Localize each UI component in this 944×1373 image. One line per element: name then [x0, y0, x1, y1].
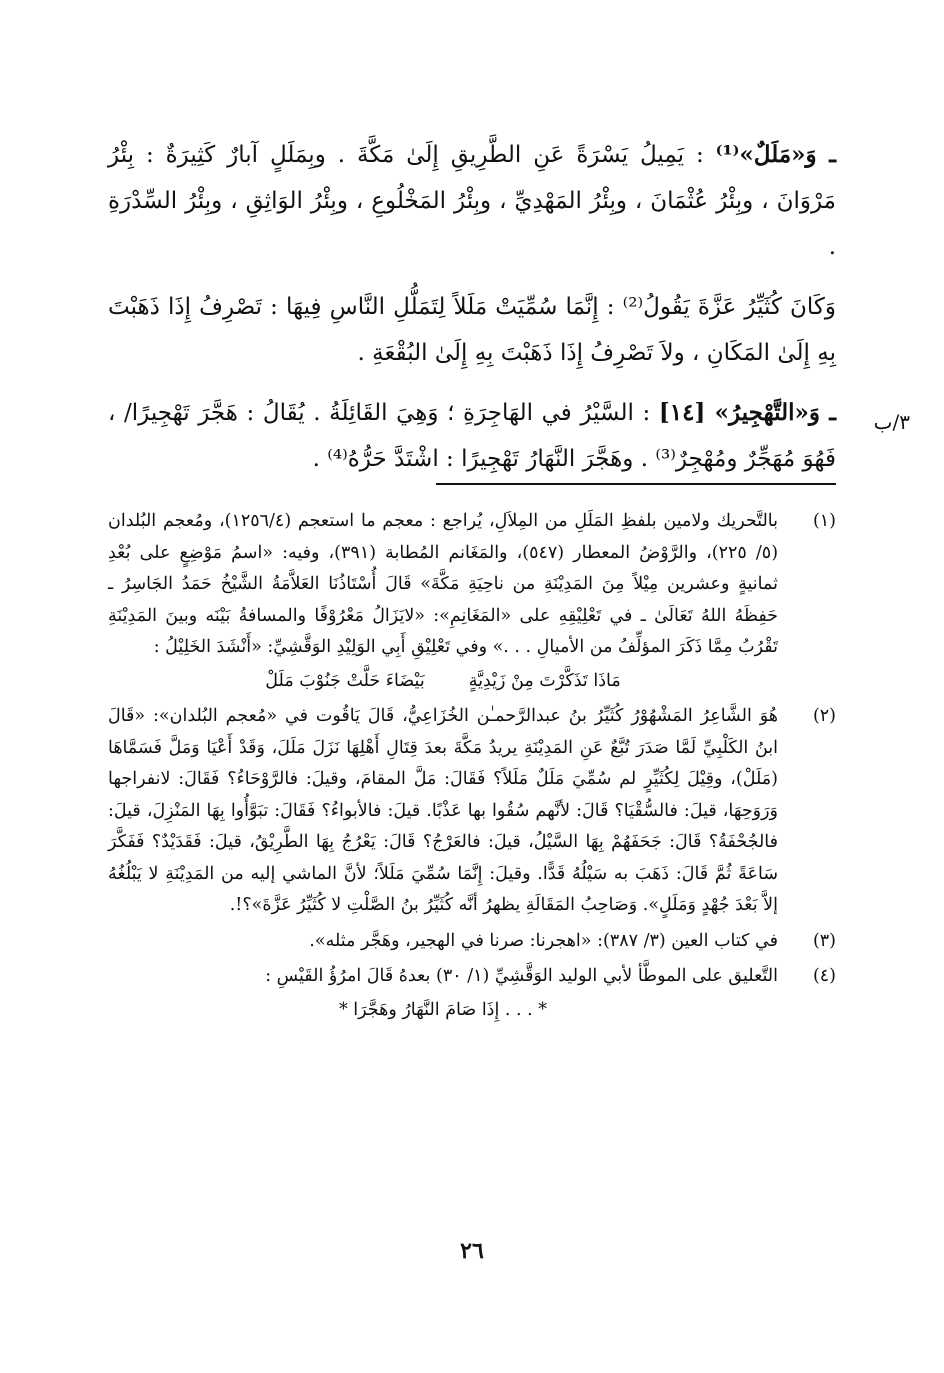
footnote-text: هُوَ الشَّاعِرُ المَشْهُوْرُ كُثَيِّرُ بنُ عبدالرَّحمـٰن الخُزَاعِيُّ، قَالَ يَاقُوت في «مُعجم البُلدان»: «قَالَ ابنُ الكَلْبِيِّ لَمَّا صَدَرَ تُبَّعٌ عَنِ المَدِيْنَةِ يريدُ مَكَّةَ بعدَ قِتَالِ أَهْلِهَا نَزَلَ مَلَلَ، وَقَدْ أَعْيَا وَمَلَّ فَسَمَّاهَا (مَلَلْ)، وقِيْلَ لِكُثَيِّرٍ لم سُمِّيَ مَلَلٌ مَلَلاً؟ فَقَالَ: مَلَّ المقامَ، وقيلَ: فالرَّوْحَاءُ؟ فَقَالَ: لانفراجها وَرَوَحِهَا، قيلَ: فالسُّقْيَا؟ قَالَ: لأنَّهم سُقُوا بها عَذْبًا. قيلَ: فالأبواءُ؟ فَقَالَ: تبَوَّأُوا بِهَا المَنْزِلَ، قيلَ: فالجُحْفَةُ؟ قَالَ: جَحَفَهُمْ بِهَا السَّيْلُ، قيلَ: فالعَرْجُ؟ قَالَ: يَعْرُجُ بِهَا الطَّرِيْقُ، قيلَ: فَقَدَيْدٌ؟ فَفَكَّرَ سَاعَةً ثُمَّ قَالَ: ذَهَبَ به سَيْلُهُ قَدًّا. وقيلَ: إِنَّمَا سُمِّيَ مَلَلاً؛ لأنَّ الماشي إليه من المَدِيْنَةِ لا يَبْلُغُهُ إلاَّ بَعْدَ جُهْدٍ وَمَلَلٍ». وَصَاحِبُ المَقَالَةِ يظهرُ أنَّه كُثَيِّرُ بنُ الصَّلْتِ لا كُثَيِّرُ عَزَّةَ»؟!.: [108, 706, 778, 915]
headword-tahjir: ـ وَ«التَّهْجِيرُ» [١٤]: [658, 399, 836, 426]
footnote-text: التَّعليق على الموطَّأ لأبي الوليد الوَقَّشِيِّ (١/ ٣٠) بعدهُ قَالَ امرُؤُ القَيْسِ :: [265, 966, 778, 986]
footnote-number: (٤): [812, 966, 836, 986]
footnote-body: [108, 701, 778, 922]
footnote-4: [108, 961, 836, 1026]
footnote-text: بالتَّحريك ولامين بلفظِ المَلَلِ من المِلاَلِ، يُراجع : معجم ما استعجم (١٢٥٦/٤)، ومُعجم البُلدان (٥/ ٢٢٥)، والرَّوْضُ المعطار (٥٤٧)، والمَغَانم المُطابة (٣٩١)، وفيه: «اسمُ مَوْضِعٍ على بُعْدِ ثمانيةٍ وعشرين مِيْلاً مِنَ المَدِيْنَةِ من ناحِيَةِ مَكَّةَ» قَالَ أُسْتَاذُنَا العَلاَّمَةُ الشَّيْخُ حَمَدُ الجَاسِرُ ـ حَفِظَهُ اللهُ تَعَالَىٰ ـ في تَعْلِيْقِهِ على «المَغَانِمِ»: «لايَزَالُ مَعْرُوْفًا والمسافةُ بَيْنَه وبينَ المَدِيْنَةِ تَقْرُبُ مِمَّا ذَكَرَ المؤلِّفُ من الأميالِ . . .» وفي تَعْلِيْقِ أَبِي الوَلِيْدِ الوَقَّشِيِّ: «أَنْشَدَ الخَلِيْلُ :: [108, 511, 779, 657]
footnote-body: [108, 506, 778, 697]
footnote-1: [108, 506, 836, 697]
footnote-number: (٣): [812, 930, 836, 951]
entry-malal: [108, 132, 836, 270]
footnote-number: (٢): [812, 706, 836, 726]
main-text: [108, 132, 836, 490]
entry-malal-text: : يَمِيلُ يَسْرَةً عَنِ الطَّرِيقِ إِلَىٰ مَكَّةَ . وبِمَلَلٍ آبارٌ كَثِيرَةٌ : بِئْرُ مَرْوَانَ ، وبِئْرُ عُثْمَانَ ، وبِئْرُ المَهْدِيِّ ، وبِئْرُ المَخْلُوعِ ، وبِئْرُ الوَاثِقِ ، وبِئْرُ السِّدْرَةِ .: [108, 142, 836, 260]
footnote-body: [108, 961, 778, 1026]
footnotes: [108, 506, 836, 1030]
folio-marker: ٣/ب: [873, 410, 910, 434]
headword-malal: ـ وَ«مَلَلٌ»⁽¹⁾: [715, 141, 836, 168]
footnote-text: في كتاب العين (٣/ ٣٨٧): «اهجرنا: صرنا في الهجير، وهَجَّر مثله».: [309, 930, 778, 951]
footnote-divider: [436, 483, 836, 485]
entry-tahjir: [108, 390, 836, 482]
page-number: ٢٦: [460, 1238, 484, 1264]
footnote-body: [108, 926, 778, 958]
verse-line: [108, 995, 778, 1027]
kuthayyir-quote: وَكَانَ كُثَيِّرُ عَزَّةَ يَقُولُ⁽²⁾ : إِنَّمَا سُمِّيَتْ مَلَلاً لِتَمَلُّلِ النَّاسِ فِيهَا : تَصْرِفُ إِذَا ذَهَبْتَ بِهِ إِلَىٰ المَكَانِ ، ولاَ تَصْرِفُ إِذَا ذَهَبْتَ بِهِ إِلَىٰ البُقْعَةِ .: [108, 294, 836, 366]
verse-fragment: * . . . إِذَا صَامَ النَّهَارُ وهَجَّرَا *: [338, 999, 548, 1020]
footnote-3: [108, 926, 836, 958]
footnote-number: (١): [812, 511, 836, 531]
footnote-2: [108, 701, 836, 922]
verse-hemistich-second: بَيْضَاءَ حَلَّتْ جَنُوْبَ مَلَلْ: [265, 670, 425, 691]
verse-hemistich-first: مَاذَا تَذَكَّرْتَ مِنْ زَيْدِيَّةٍ: [468, 670, 621, 691]
entry-tahjir-text: : السَّيْرُ في الهَاجِرَةِ ؛ وَهِيَ القَائِلَةُ . يُقَالُ : هَجَّرَ تَهْجِيرًا/ ، فَهُوَ مُهَجِّرٌ ومُهْجِرٌ⁽³⁾ . وهَجَّرَ النَّهَارُ تَهْجِيرًا : اشْتَدَّ حَرُّهُ⁽⁴⁾ .: [108, 400, 836, 472]
verse-line: [108, 666, 778, 698]
